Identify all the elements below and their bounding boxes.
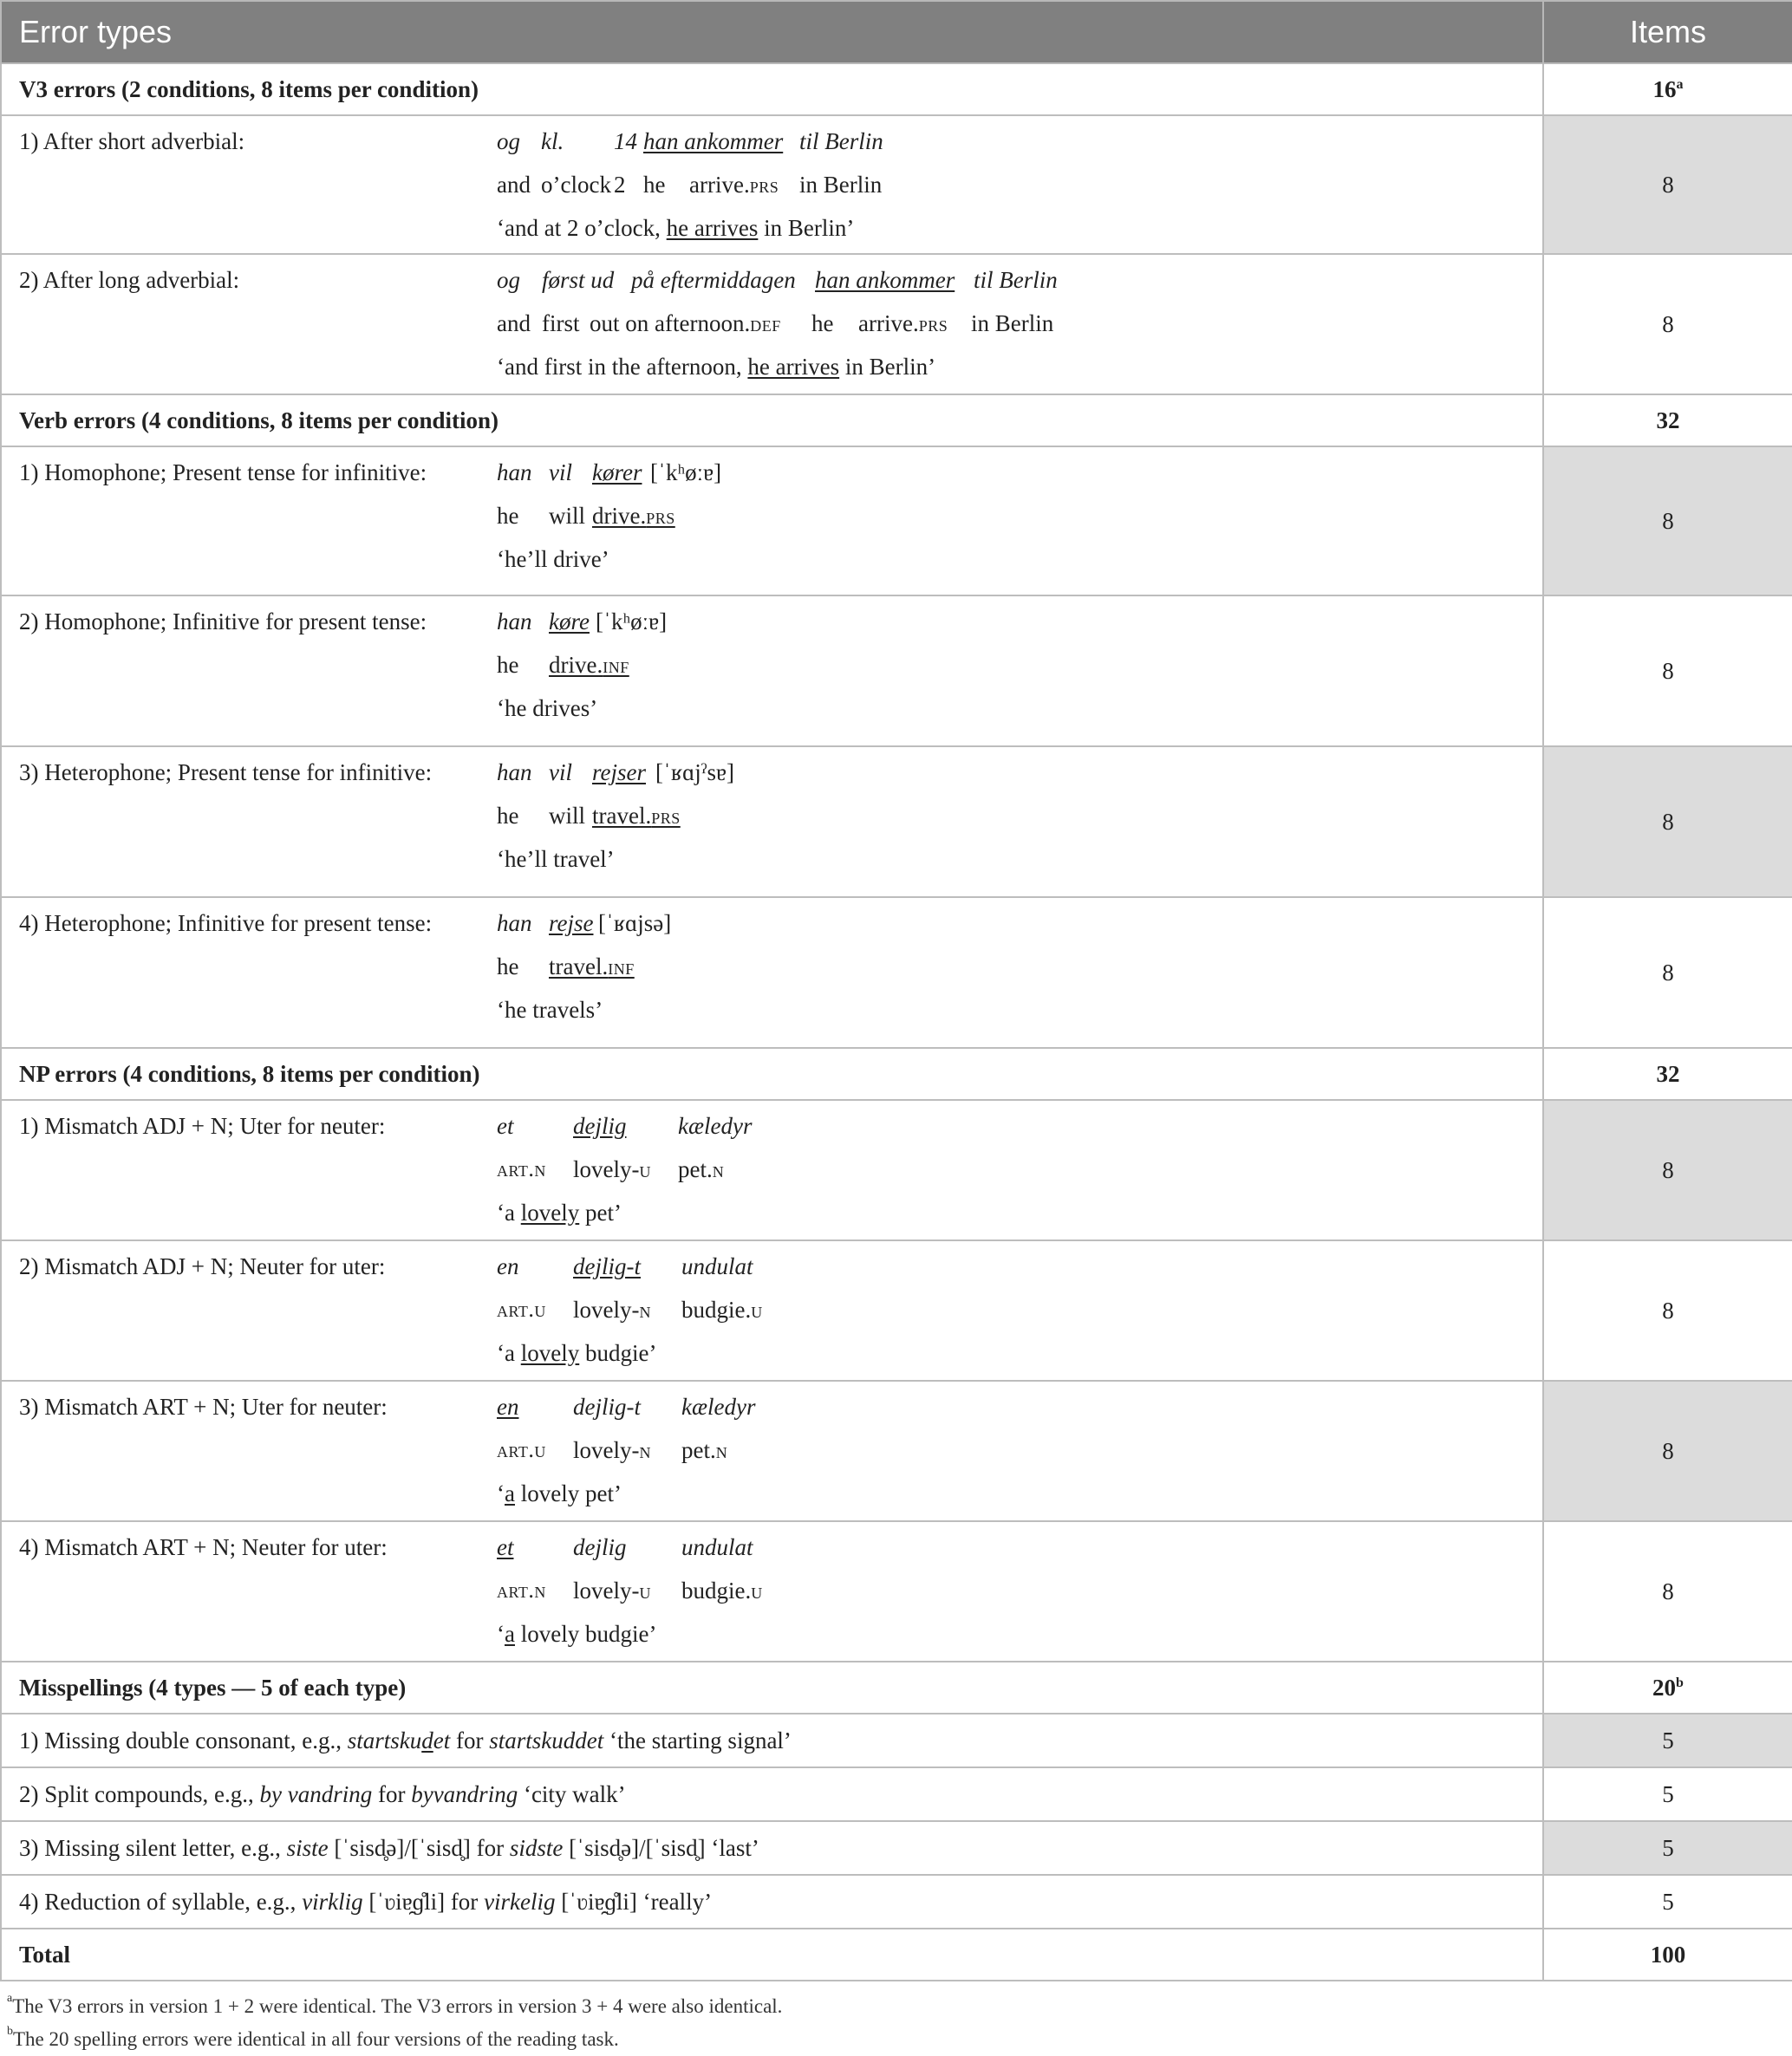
- condition-label: 3) Mismatch ART + N; Uter for neuter:: [19, 1394, 388, 1420]
- gloss-word: will: [549, 803, 586, 829]
- section-np-total: 32: [1543, 1048, 1792, 1100]
- condition-items: 8: [1543, 746, 1792, 897]
- gloss-word: lovely-u: [573, 1156, 651, 1182]
- misspelling-row-3: [1, 1821, 1792, 1875]
- gloss-word: rejser: [592, 759, 646, 785]
- gloss-word: will: [549, 503, 586, 529]
- gloss-word: han ankommer: [815, 267, 955, 293]
- translation: ‘a lovely pet’: [497, 1480, 622, 1506]
- translation: ‘a lovely pet’: [497, 1200, 622, 1226]
- translation: ‘and at 2 o’clock, he arrives in Berlin’: [497, 215, 855, 241]
- condition-cell: [1, 1381, 1543, 1521]
- misspelling-row-4: [1, 1875, 1792, 1929]
- gloss-word: en: [497, 1394, 519, 1420]
- condition-cell: [1, 897, 1543, 1048]
- misspelling-desc: 4) Reduction of syllable, e.g., virklig [ˈʋiɐ̯ɡ̊li] for virkelig [ˈʋiɐ̯ɡ̊li] ‘really’: [1, 1875, 1543, 1929]
- condition-label: 4) Mismatch ART + N; Neuter for uter:: [19, 1534, 388, 1560]
- section-verb-total: 32: [1543, 394, 1792, 446]
- gloss-word: art.n: [497, 1156, 546, 1181]
- condition-items: 8: [1543, 254, 1792, 394]
- condition-cell: [1, 1100, 1543, 1240]
- translation: ‘and first in the afternoon, he arrives in Berlin’: [497, 354, 936, 380]
- gloss-word: he: [497, 503, 519, 529]
- misspelling-items: 5: [1543, 1767, 1792, 1821]
- gloss-word: out on afternoon.def: [590, 310, 781, 336]
- gloss-word: and: [497, 172, 531, 198]
- translation: ‘he’ll drive’: [497, 546, 609, 572]
- gloss-word: pet.n: [678, 1156, 725, 1182]
- condition-items: 8: [1543, 1521, 1792, 1662]
- gloss-word: pet.n: [681, 1437, 728, 1463]
- gloss-word: kæledyr: [681, 1394, 756, 1420]
- section-misspellings: [1, 1662, 1792, 1714]
- gloss-word: he: [497, 803, 519, 829]
- gloss-word: kæledyr: [678, 1113, 753, 1139]
- gloss-word: lovely-n: [573, 1297, 651, 1323]
- misspelling-desc: 2) Split compounds, e.g., by vandring for byvandring ‘city walk’: [1, 1767, 1543, 1821]
- gloss-word: art.u: [497, 1297, 546, 1322]
- section-v3-total: 16$^a$: [1543, 63, 1792, 115]
- condition-label: 4) Heterophone; Infinitive for present tense:: [19, 910, 433, 936]
- gloss-word: undulat: [681, 1253, 753, 1279]
- verb-condition-3: [1, 746, 1792, 897]
- ipa: [ˈʁɑjsə]: [598, 910, 672, 936]
- gloss-word: et: [497, 1113, 514, 1139]
- gloss-word: 14: [614, 128, 637, 154]
- total-label: Total: [1, 1929, 1543, 1981]
- section-misspellings-total: 20$^b$: [1543, 1662, 1792, 1714]
- np-condition-3: [1, 1381, 1792, 1521]
- condition-items: 8: [1543, 897, 1792, 1048]
- gloss-word: først ud: [542, 267, 615, 293]
- v3-condition-1: [1, 115, 1792, 254]
- gloss-word: på eftermiddagen: [631, 267, 796, 293]
- gloss-word: in Berlin: [971, 310, 1054, 336]
- gloss-word: han: [497, 608, 532, 634]
- condition-cell: [1, 446, 1543, 595]
- translation: ‘a lovely budgie’: [497, 1340, 657, 1366]
- np-condition-1: [1, 1100, 1792, 1240]
- condition-items: 8: [1543, 1240, 1792, 1381]
- gloss-word: art.u: [497, 1437, 546, 1462]
- condition-label: 2) After long adverbial:: [19, 267, 240, 293]
- gloss-word: dejlig: [573, 1534, 627, 1560]
- section-np-title: NP errors (4 conditions, 8 items per condition): [1, 1048, 1543, 1100]
- gloss-word: og: [497, 267, 520, 293]
- condition-label: 2) Mismatch ADJ + N; Neuter for uter:: [19, 1253, 386, 1279]
- header-error-types: Error types: [1, 1, 1543, 63]
- gloss-word: dejlig-t: [573, 1253, 641, 1279]
- translation: ‘he’ll travel’: [497, 846, 615, 872]
- table-header-row: [1, 1, 1792, 63]
- translation: ‘he drives’: [497, 695, 598, 721]
- gloss-word: he: [497, 953, 519, 979]
- condition-items: 8: [1543, 595, 1792, 746]
- ipa: [ˈkʰøːɐ]: [596, 608, 668, 634]
- ipa: [ˈkʰøːɐ]: [650, 459, 722, 485]
- footnote-a: $^a$The V3 errors in version 1 + 2 were identical. The V3 errors in version 3 + 4 were also identical.: [7, 1992, 783, 2017]
- np-condition-2: [1, 1240, 1792, 1381]
- gloss-word: first: [542, 310, 580, 336]
- total-value: 100: [1543, 1929, 1792, 1981]
- total-row: [1, 1929, 1792, 1981]
- np-condition-4: [1, 1521, 1792, 1662]
- misspelling-items: 5: [1543, 1714, 1792, 1767]
- condition-cell: [1, 254, 1543, 394]
- condition-items: 8: [1543, 446, 1792, 595]
- gloss-word: vil: [549, 759, 572, 785]
- condition-cell: [1, 595, 1543, 746]
- condition-cell: [1, 1521, 1543, 1662]
- section-verb-title: Verb errors (4 conditions, 8 items per condition): [1, 394, 1543, 446]
- gloss-word: art.n: [497, 1578, 546, 1603]
- gloss-word: and: [497, 310, 531, 336]
- misspelling-desc: 3) Missing silent letter, e.g., siste [ˈsisd̥ə]/[ˈsisd̥] for sidste [ˈsisd̥ə]/[ˈsisd̥] ‘last’: [1, 1821, 1543, 1875]
- gloss-word: rejse: [549, 910, 594, 936]
- misspelling-row-2: [1, 1767, 1792, 1821]
- verb-condition-2: [1, 595, 1792, 746]
- gloss-word: 2: [614, 172, 626, 198]
- condition-label: 2) Homophone; Infinitive for present tense:: [19, 608, 427, 634]
- misspelling-row-1: [1, 1714, 1792, 1767]
- gloss-word: til Berlin: [799, 128, 883, 154]
- gloss-word: køre: [549, 608, 590, 634]
- gloss-word: lovely-u: [573, 1578, 651, 1604]
- gloss-word: arrive.prs: [689, 172, 779, 198]
- gloss-word: arrive.prs: [858, 310, 948, 336]
- misspelling-items: 5: [1543, 1875, 1792, 1929]
- gloss-word: han: [497, 459, 532, 485]
- gloss-word: travel.inf: [549, 953, 635, 979]
- section-v3: [1, 63, 1792, 115]
- gloss-word: en: [497, 1253, 519, 1279]
- gloss-word: og: [497, 128, 520, 154]
- verb-condition-4: [1, 897, 1792, 1048]
- gloss-word: o’clock: [541, 172, 611, 198]
- gloss-word: in Berlin: [799, 172, 883, 198]
- condition-items: 8: [1543, 1100, 1792, 1240]
- section-np: [1, 1048, 1792, 1100]
- gloss-word: han: [497, 910, 532, 936]
- gloss-word: et: [497, 1534, 514, 1560]
- gloss-word: han: [497, 759, 532, 785]
- gloss-word: han ankommer: [643, 128, 784, 154]
- misspelling-items: 5: [1543, 1821, 1792, 1875]
- gloss-word: drive.inf: [549, 652, 629, 678]
- gloss-word: dejlig-t: [573, 1394, 641, 1420]
- gloss-word: kl.: [541, 128, 564, 154]
- gloss-word: undulat: [681, 1534, 753, 1560]
- condition-items: 8: [1543, 1381, 1792, 1521]
- gloss-word: drive.prs: [592, 503, 675, 529]
- condition-cell: [1, 1240, 1543, 1381]
- misspelling-desc: 1) Missing double consonant, e.g., startskudet for startskuddet ‘the starting signal’: [1, 1714, 1543, 1767]
- gloss-word: lovely-n: [573, 1437, 651, 1463]
- condition-cell: [1, 746, 1543, 897]
- section-v3-title: V3 errors (2 conditions, 8 items per condition): [1, 63, 1543, 115]
- condition-label: 1) Mismatch ADJ + N; Uter for neuter:: [19, 1113, 386, 1139]
- v3-condition-2: [1, 254, 1792, 394]
- verb-condition-1: [1, 446, 1792, 595]
- translation: ‘he travels’: [497, 997, 603, 1023]
- footnote-b: $^b$The 20 spelling errors were identical in all four versions of the reading task.: [7, 2025, 619, 2050]
- gloss-word: dejlig: [573, 1113, 627, 1139]
- condition-cell: [1, 115, 1543, 254]
- section-verb: [1, 394, 1792, 446]
- condition-label: 1) After short adverbial:: [19, 128, 245, 154]
- gloss-word: til Berlin: [974, 267, 1058, 293]
- translation: ‘a lovely budgie’: [497, 1621, 657, 1647]
- gloss-word: he: [643, 172, 666, 198]
- ipa: [ˈʁɑjˀsɐ]: [655, 759, 734, 785]
- header-items: Items: [1543, 1, 1792, 63]
- condition-label: 3) Heterophone; Present tense for infinitive:: [19, 759, 433, 785]
- section-misspellings-title: Misspellings (4 types — 5 of each type): [1, 1662, 1543, 1714]
- gloss-word: kører: [592, 459, 642, 485]
- gloss-word: vil: [549, 459, 572, 485]
- gloss-word: he: [811, 310, 834, 336]
- gloss-word: travel.prs: [592, 803, 681, 829]
- gloss-word: budgie.u: [681, 1297, 763, 1323]
- condition-items: 8: [1543, 115, 1792, 254]
- gloss-word: budgie.u: [681, 1578, 763, 1604]
- gloss-word: he: [497, 652, 519, 678]
- condition-label: 1) Homophone; Present tense for infinitive:: [19, 459, 427, 485]
